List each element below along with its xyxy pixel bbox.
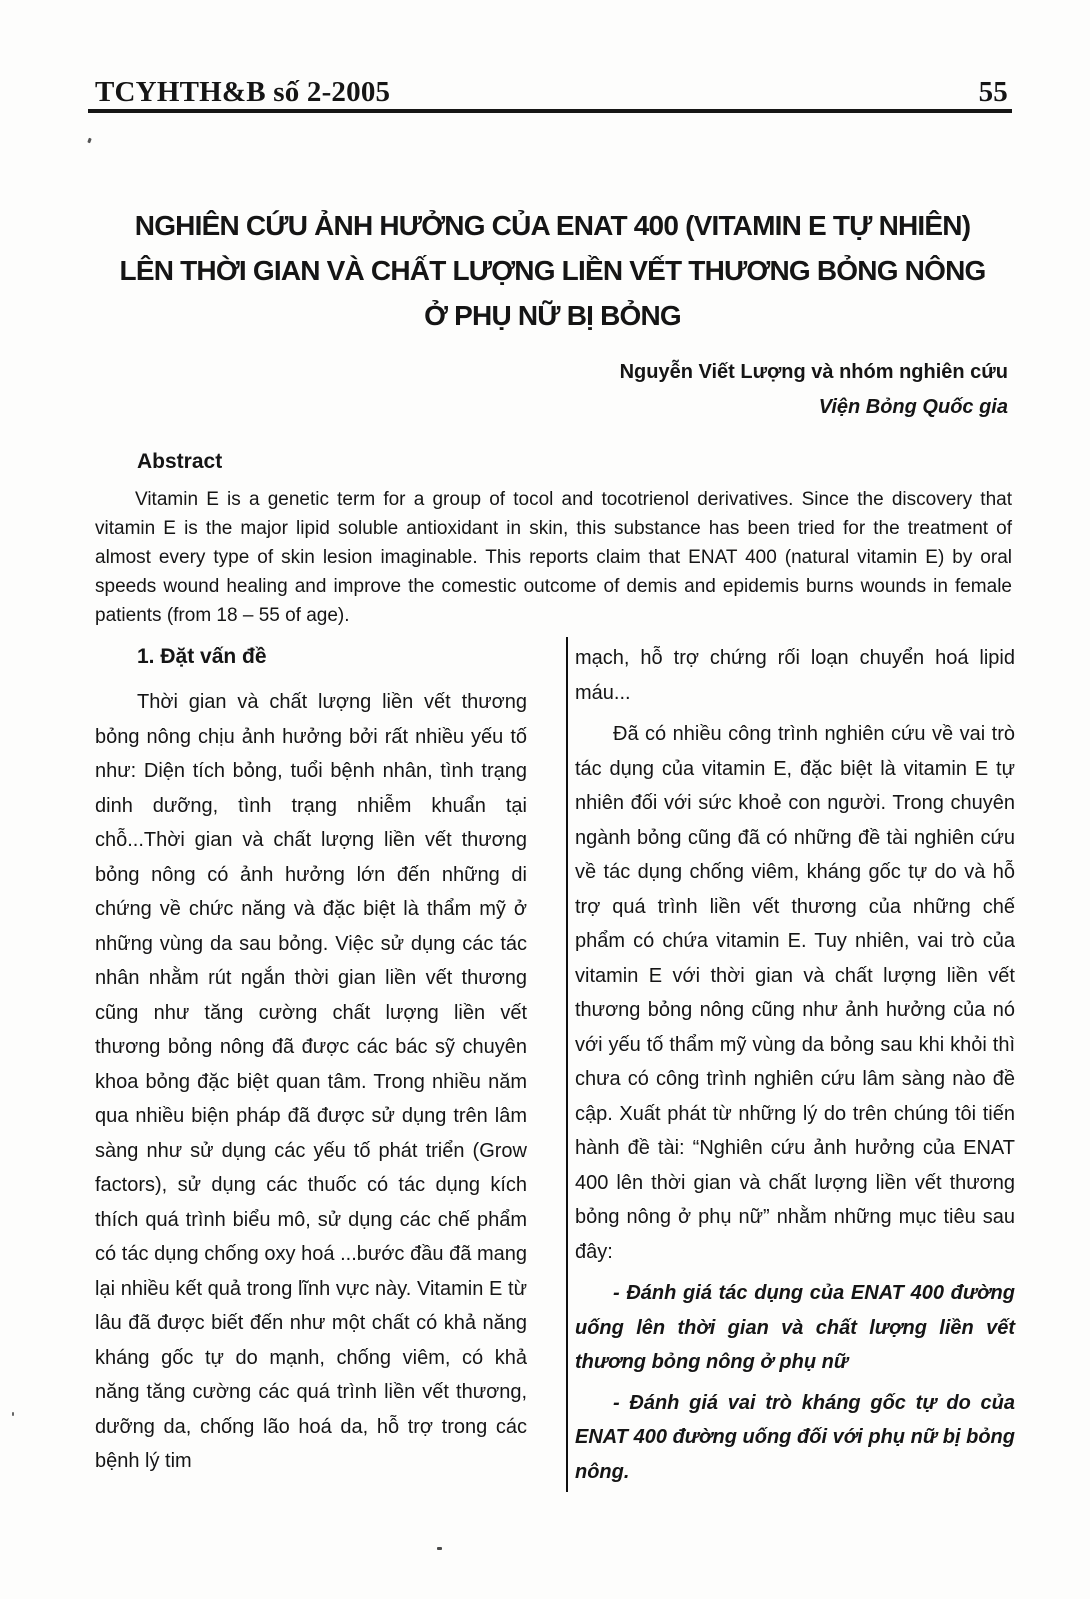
scan-speck <box>12 1412 14 1416</box>
scan-speck <box>87 138 92 144</box>
title-line-3: Ở PHỤ NỮ BỊ BỎNG <box>424 299 681 331</box>
column-divider <box>566 637 568 1492</box>
body-paragraph: mạch, hỗ trợ chứng rối loạn chuyển hoá lipid máu... <box>575 647 1015 704</box>
affiliation: Viện Bỏng Quốc gia <box>818 396 1008 418</box>
left-column <box>95 641 527 1479</box>
header-rule <box>88 109 1012 113</box>
objective-item: - Đánh giá tác dụng của ENAT 400 đường uống lên thời gian và chất lượng liền vết thương bỏng nông ở phụ nữ <box>575 1282 1015 1373</box>
abstract-text: Vitamin E is a genetic term for a group of tocol and tocotrienol derivatives. Since the discovery that vitamin E is the major lipid soluble antioxidant in skin, this substance has been tried for the treatment of almost every type of skin lesion imaginable. This reports claim that ENAT 400 (natural vitamin E) by oral speeds wound healing and improve the comestic outcome of demis and epidemis burns wounds in female patients (from 18 – 55 of age). <box>95 489 1012 626</box>
scan-speck <box>437 1547 442 1550</box>
journal-title: TCYHTH&B số 2-2005 <box>95 76 391 108</box>
body-paragraph: Đã có nhiều công trình nghiên cứu về vai trò tác dụng của vitamin E, đặc biệt là vitamin E tự nhiên đối với sức khoẻ con người. Trong chuyên ngành bỏng cũng đã có những đề tài nghiên cứu về tác dụng chống viêm, kháng gốc tự do và hỗ trợ quá trình liền vết thương của những chế phẩm có chứa vitamin E. Tuy nhiên, vai trò của vitamin E với thời gian và chất lượng liền vết thương bỏng nông cũng như ảnh hưởng của nó với yếu tố thẩm mỹ vùng da bỏng sau khi khỏi thì chưa có công trình nghiên cứu lâm sàng nào đề cập. Xuất phát từ những lý do trên chúng tôi tiến hành đề tài: “Nghiên cứu ảnh hưởng của ENAT 400 lên thời gian và chất lượng liền vết thương bỏng nông ở phụ nữ” nhằm những mục tiêu sau đây: <box>575 723 1015 1263</box>
title-line-1: NGHIÊN CỨU ẢNH HƯỞNG CỦA ENAT 400 (VITAMIN E TỰ NHIÊN) <box>134 209 971 241</box>
page-header <box>95 76 1008 109</box>
page-number: 55 <box>978 76 1008 108</box>
body-paragraph: Thời gian và chất lượng liền vết thương bỏng nông chịu ảnh hưởng bởi rất nhiều yếu tố như: Diện tích bỏng, tuổi bệnh nhân, tình trạng dinh dưỡng, tình trạng nhiễm khuẩn tại chỗ...Thời gian và chất lượng liền vết thương bỏng nông có ảnh hưởng lớn đến những di chứng về chức năng và đặc biệt là thẩm mỹ ở những vùng da sau bỏng. Việc sử dụng các tác nhân nhằm rút ngắn thời gian liền vết thương cũng như tăng cường chất lượng liền vết thương bỏng nông đã được các bác sỹ chuyên khoa bỏng đặc biệt quan tâm. Trong nhiều năm qua nhiều biện pháp đã được sử dụng trên lâm sàng như sử dụng các yếu tố phát triển (Grow factors), sử dụng các thuốc có tác dụng kích thích quá trình biểu mô, sử dụng các chế phẩm có tác dụng chống oxy hoá ...bước đầu đã mang lại nhiều kết quả trong lĩnh vực này. Vitamin E từ lâu đã được biết đến như một chất có khả năng kháng gốc tự do mạnh, chống viêm, có khả năng tăng cường các quá trình liền vết thương, dưỡng da, chống lão hoá da, hỗ trợ trong các bệnh lý tim <box>95 691 527 1472</box>
abstract-heading: Abstract <box>137 450 223 474</box>
right-column <box>575 641 1015 1493</box>
objective-item: - Đánh giá vai trò kháng gốc tự do của ENAT 400 đường uống đối với phụ nữ bị bỏng nông. <box>575 1391 1015 1483</box>
title-line-2: LÊN THỜI GIAN VÀ CHẤT LƯỢNG LIỀN VẾT THƯƠNG BỎNG NÔNG <box>119 254 986 286</box>
section-heading: 1. Đặt vấn đề <box>137 645 267 668</box>
two-column-body <box>95 641 1017 1541</box>
authors: Nguyễn Viết Lượng và nhóm nghiên cứu <box>619 361 1008 383</box>
article-title <box>85 203 1020 338</box>
